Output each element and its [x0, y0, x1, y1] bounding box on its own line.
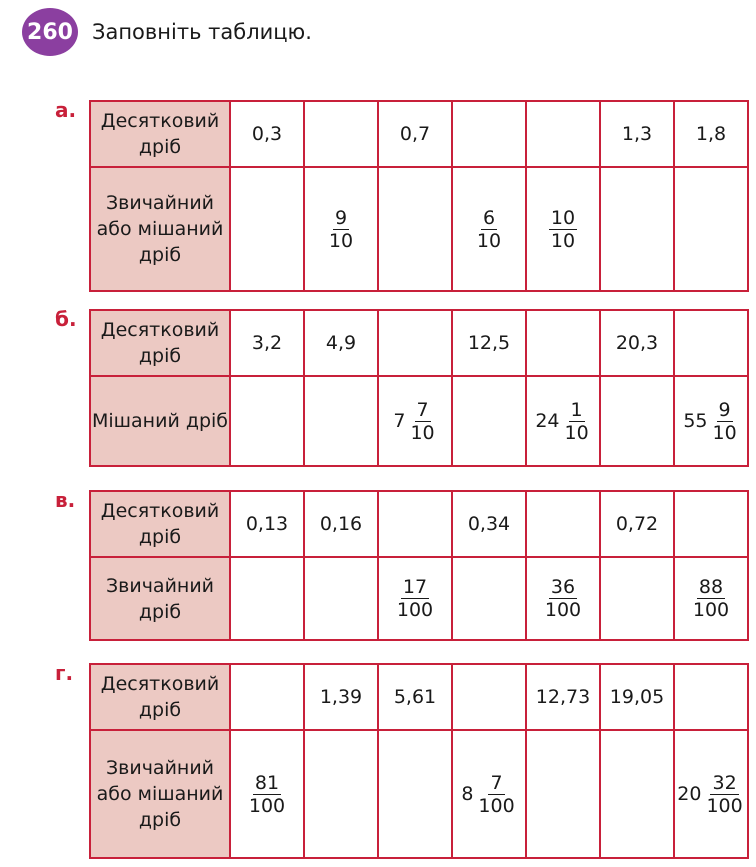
fraction: [549, 207, 577, 252]
decimal-row: [90, 491, 748, 557]
fraction: [247, 772, 287, 817]
fraction-numerator: 10: [550, 206, 576, 229]
decimal-cell[interactable]: [674, 664, 748, 730]
decimal-row: [90, 664, 748, 730]
fraction: [691, 576, 731, 621]
fraction-denominator: 100: [692, 599, 730, 621]
fraction: [704, 772, 744, 817]
fraction-cell[interactable]: [526, 167, 600, 291]
decimal-cell[interactable]: [378, 491, 452, 557]
fraction-numerator: 7: [416, 398, 429, 421]
fraction-cell[interactable]: [304, 376, 378, 466]
fraction-cell[interactable]: [230, 376, 304, 466]
section-letter: а.: [55, 98, 77, 122]
fraction-row: [90, 167, 748, 291]
fraction: [711, 399, 739, 444]
decimal-cell[interactable]: [526, 491, 600, 557]
decimal-cell[interactable]: 0,34: [452, 491, 526, 557]
fraction-denominator: 100: [248, 794, 286, 817]
row-label-decimal: Десятковий дріб: [90, 101, 230, 167]
decimal-cell[interactable]: 3,2: [230, 310, 304, 376]
fraction-numerator: 17: [402, 576, 428, 598]
fraction-cell[interactable]: [304, 557, 378, 640]
fraction-whole: 20: [677, 783, 702, 805]
fraction-denominator: 10: [410, 421, 435, 444]
fraction-numerator: 32: [712, 771, 737, 794]
decimal-cell[interactable]: 1,3: [600, 101, 674, 167]
section-letter: б.: [55, 307, 77, 331]
row-label-decimal: Десятковий дріб: [90, 491, 230, 557]
fraction-numerator: 9: [718, 398, 731, 421]
fraction-cell[interactable]: [378, 730, 452, 858]
fraction-denominator: 10: [564, 421, 589, 444]
fraction-cell[interactable]: [526, 557, 600, 640]
fraction-cell[interactable]: [378, 167, 452, 291]
decimal-cell[interactable]: [452, 664, 526, 730]
fraction-cell[interactable]: [674, 557, 748, 640]
decimal-cell[interactable]: 0,7: [378, 101, 452, 167]
fraction-cell[interactable]: [452, 730, 526, 858]
fraction-whole: 24: [535, 410, 560, 432]
fraction: [476, 772, 516, 817]
fraction: [563, 399, 591, 444]
fraction-numerator: 1: [570, 398, 583, 421]
fraction-denominator: 100: [544, 599, 582, 621]
decimal-cell[interactable]: [304, 101, 378, 167]
decimal-cell[interactable]: 0,13: [230, 491, 304, 557]
fraction-row: [90, 730, 748, 858]
fraction-cell[interactable]: [674, 376, 748, 466]
fraction-row: [90, 557, 748, 640]
fraction-cell[interactable]: [230, 167, 304, 291]
fraction-numerator: 9: [334, 206, 348, 229]
decimal-cell[interactable]: 0,3: [230, 101, 304, 167]
row-label-fraction: Звичайний дріб: [90, 557, 230, 640]
fraction: [475, 207, 503, 252]
fraction-denominator: 100: [478, 794, 515, 817]
decimal-cell[interactable]: 5,61: [378, 664, 452, 730]
fraction-cell[interactable]: [600, 730, 674, 858]
fraction-cell[interactable]: [230, 730, 304, 858]
decimal-cell[interactable]: 0,72: [600, 491, 674, 557]
fraction-numerator: 6: [482, 206, 496, 229]
fraction-cell[interactable]: [452, 167, 526, 291]
decimal-cell[interactable]: [526, 310, 600, 376]
decimal-cell[interactable]: 19,05: [600, 664, 674, 730]
fraction-cell[interactable]: [674, 167, 748, 291]
fraction-denominator: 10: [550, 229, 576, 252]
decimal-cell[interactable]: 1,8: [674, 101, 748, 167]
decimal-cell[interactable]: 12,73: [526, 664, 600, 730]
fraction-denominator: 100: [396, 599, 434, 621]
fraction-cell[interactable]: [526, 376, 600, 466]
fraction-whole: 55: [683, 410, 708, 432]
fraction-cell[interactable]: [526, 730, 600, 858]
section-table: [89, 490, 749, 641]
section-table: [89, 663, 749, 859]
fraction-numerator: 81: [254, 771, 280, 794]
fraction-denominator: 100: [706, 794, 743, 817]
fraction-cell[interactable]: [378, 376, 452, 466]
decimal-cell[interactable]: [674, 310, 748, 376]
fraction-cell[interactable]: [230, 557, 304, 640]
fraction: [408, 399, 436, 444]
fraction-whole: 7: [393, 410, 406, 432]
row-label-fraction: Мішаний дріб: [90, 376, 230, 466]
fraction-numerator: 7: [490, 771, 503, 794]
decimal-row: [90, 310, 748, 376]
decimal-cell[interactable]: 4,9: [304, 310, 378, 376]
fraction-numerator: 88: [698, 576, 724, 598]
section-table: [89, 309, 749, 467]
decimal-cell[interactable]: [378, 310, 452, 376]
row-label-decimal: Десятковий дріб: [90, 664, 230, 730]
decimal-row: [90, 101, 748, 167]
decimal-cell[interactable]: 1,39: [304, 664, 378, 730]
fraction: [327, 207, 355, 252]
row-label-decimal: Десятковий дріб: [90, 310, 230, 376]
fraction-numerator: 36: [550, 576, 576, 598]
fraction-cell[interactable]: [600, 376, 674, 466]
decimal-cell[interactable]: 12,5: [452, 310, 526, 376]
section-letter: в.: [55, 488, 76, 512]
fraction-cell[interactable]: [378, 557, 452, 640]
exercise-title: Заповніть таблицю.: [92, 20, 312, 44]
decimal-cell[interactable]: [674, 491, 748, 557]
decimal-cell[interactable]: 0,16: [304, 491, 378, 557]
decimal-cell[interactable]: [452, 101, 526, 167]
decimal-cell[interactable]: 20,3: [600, 310, 674, 376]
fraction-denominator: 10: [476, 229, 502, 252]
fraction-cell[interactable]: [304, 167, 378, 291]
section-table: [89, 100, 749, 292]
exercise-number-badge: 260: [22, 8, 78, 56]
fraction: [543, 576, 583, 621]
fraction: [395, 576, 435, 621]
decimal-cell[interactable]: [526, 101, 600, 167]
fraction-row: [90, 376, 748, 466]
row-label-fraction: Звичайний або мішаний дріб: [90, 167, 230, 291]
fraction-whole: 8: [461, 783, 474, 805]
fraction-cell[interactable]: [452, 557, 526, 640]
decimal-cell[interactable]: [230, 664, 304, 730]
fraction-cell[interactable]: [600, 167, 674, 291]
section-letter: г.: [55, 661, 74, 685]
fraction-cell[interactable]: [304, 730, 378, 858]
fraction-cell[interactable]: [600, 557, 674, 640]
fraction-cell[interactable]: [452, 376, 526, 466]
fraction-denominator: 10: [712, 421, 737, 444]
row-label-fraction: Звичайний або мішаний дріб: [90, 730, 230, 858]
fraction-cell[interactable]: [674, 730, 748, 858]
fraction-denominator: 10: [328, 229, 354, 252]
